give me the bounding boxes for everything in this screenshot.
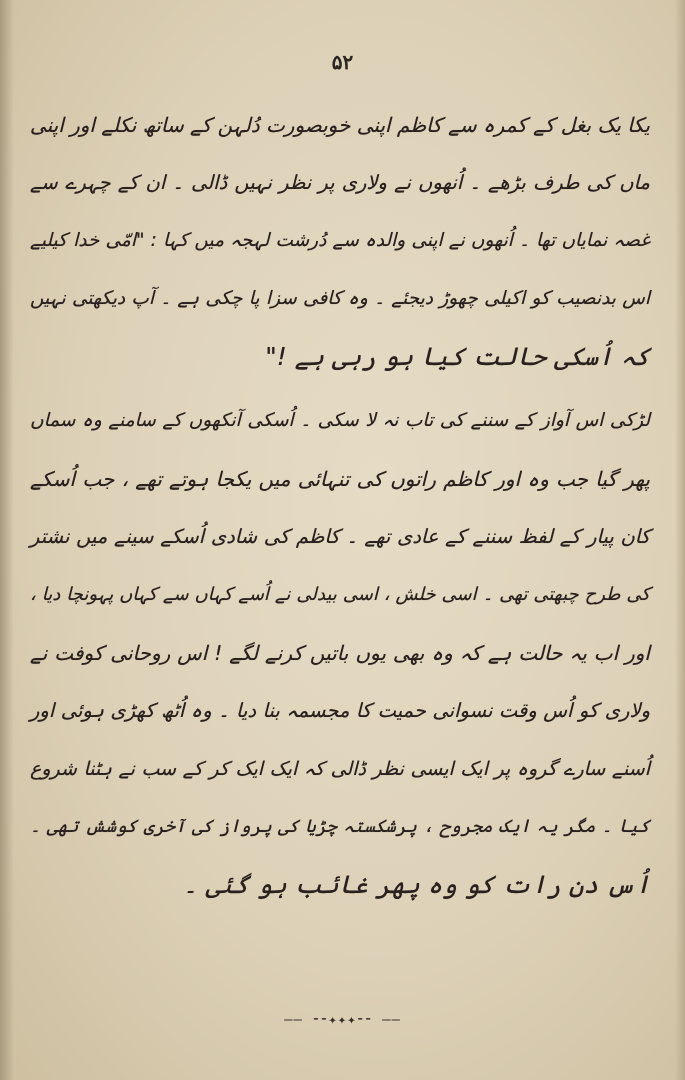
text-line: غصہ نمایاں تھا ۔ اُنھوں نے اپنی والدہ سے دُرشت لہجہ میں کہا : "امّی خدا کیلیے: [30, 230, 650, 251]
text-line: پھر گیا جب وہ اور کاظم راتوں کی تنہائی میں یکجا ہوتے تھے ، جب اُسکے: [30, 467, 650, 491]
text-line: ولاری کو اُس وقت نسوانی حمیت کا مجسمہ بنا دیا ۔ وہ اُٹھ کھڑی ہوئی اور: [30, 699, 650, 722]
text-line: اُسنے سارے گروہ پر ایک ایسی نظر ڈالی کہ ایک ایک کر کے سب نے ہٹنا شروع: [30, 758, 650, 780]
page-edge-right: [675, 0, 685, 1080]
text-line: لڑکی اس آواز کے سننے کی تاب نہ لا سکی ۔ اُسکی آنکھوں کے سامنے وہ سماں: [30, 410, 650, 431]
text-line: کہ اُسکی حالت کیا ہو رہی ہے !": [265, 342, 650, 371]
text-line: کان پیار کے لفظ سننے کے عادی تھے ۔ کاظم کی شادی اُسکے سینے میں نشتر: [30, 525, 650, 548]
end-ornament: —— ⁃⁃✦✦✦⁃⁃ ——: [284, 1012, 401, 1028]
text-line: اس بدنصیب کو اکیلی چھوڑ دیجئے ۔ وہ کافی سزا پا چکی ہے ۔ آپ دیکھتی نہیں: [30, 288, 650, 309]
page-edge-left: [0, 0, 14, 1080]
body-text: [30, 96, 650, 914]
text-line: اور اب یہ حالت ہے کہ وہ بھی یوں باتیں کرنے لگے ! اس روحانی کوفت نے: [30, 641, 650, 665]
text-line: کیا ۔ مگر یہ ایک مجروح ، پرشکستہ چڑیا کی پرواز کی آخری کوشش تھی ۔: [30, 816, 650, 837]
text-line: کی طرح چبھتی تھی ۔ اسی خلش ، اسی بیدلی نے اُسے کہاں سے کہاں پہونچا دیا ،: [30, 584, 650, 605]
page-number: ۵۲: [331, 50, 354, 74]
text-line: اُس دن رات کو وہ پھر غائب ہو گئی ۔: [182, 870, 650, 899]
text-line: ماں کی طرف بڑھے ۔ اُنھوں نے ولاری پر نظر نہیں ڈالی ۔ ان کے چہرے سے: [30, 171, 650, 194]
text-line: یکا یک بغل کے کمرہ سے کاظم اپنی خوبصورت دُلہن کے ساتھ نکلے اور اپنی: [29, 113, 650, 137]
